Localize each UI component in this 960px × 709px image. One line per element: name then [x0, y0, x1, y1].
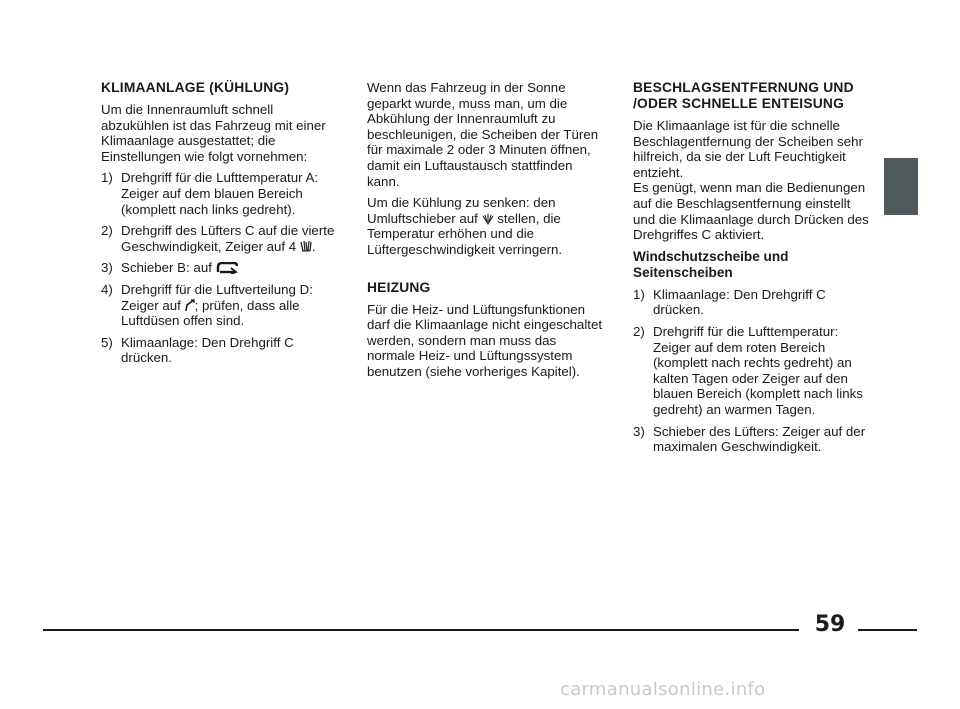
step-text: [121, 223, 341, 254]
list-item: [633, 287, 873, 318]
intro-text: Um die Innenraumluft schnell abzukühlen ist das Fahrzeug mit einer Klimaanlage ausgestattet; die Einstellungen wie folgt vornehmen:: [101, 102, 326, 164]
step-text-part: Drehgriff für die Luftverteilung D: Zeiger auf: [121, 281, 313, 313]
step-text: Klimaanlage: Den Drehgriff C drücken.: [121, 334, 294, 366]
list-item: [101, 223, 341, 254]
paragraph-defog-intro: Die Klimaanlage ist für die schnelle Beschlagentfernung der Scheiben sehr hilfreich, da sie der Luft Feuchtigkeit entzieht.: [633, 118, 863, 180]
step-number: 1): [101, 170, 113, 186]
step-text: [121, 282, 341, 329]
step-text: Drehgriff für die Lufttemperatur: Zeiger auf dem roten Bereich (komplett nach rechts gedreht) an kalten Tagen oder Zeiger auf den blauen Bereich (komplett nach links gedreht) an warmen Tagen.: [653, 323, 863, 417]
step-text: [121, 260, 341, 276]
step-number: 3): [101, 260, 113, 276]
heading-klimaanlage: KLIMAANLAGE (KÜHLUNG): [101, 80, 290, 95]
step-number: 2): [633, 323, 645, 339]
list-item: [633, 424, 873, 455]
paragraph-reduce-cooling: [367, 195, 607, 257]
paragraph-heating: Für die Heiz- und Lüftungsfunktionen darf die Klimaanlage nicht eingeschaltet werden, sondern man muss das normale Heiz- und Lüftungssystem benutzen (siehe vorheriges Kapitel).: [367, 301, 603, 379]
step-number: 1): [633, 286, 645, 302]
recirculation-small-icon: [482, 213, 494, 225]
footer-rule-left: [43, 629, 799, 631]
step-text-part: Drehgriff des Lüfters C auf die vierte Geschwindigkeit, Zeiger auf 4: [121, 223, 335, 254]
step-number: 4): [101, 281, 113, 297]
fan-speed-icon: [300, 240, 312, 253]
subheading-windshield: Windschutzscheibe und Seitenscheiben: [633, 248, 789, 280]
step-text: Schieber des Lüfters: Zeiger auf der maximalen Geschwindigkeit.: [653, 423, 866, 455]
recirculation-icon: [216, 262, 238, 274]
heading-beschlagsentfernung: BESCHLAGSENTFERNUNG UND /ODER SCHNELLE ENTEISUNG: [633, 80, 854, 111]
footer-rule-right: [858, 629, 917, 631]
list-item: [101, 260, 341, 276]
steps-list-defogging: [633, 287, 873, 455]
column-klimaanlage: [101, 80, 341, 372]
step-text-part: ; prüfen, dass alle Luftdüsen offen sind.: [121, 297, 300, 329]
step-text-part: Schieber B: auf: [121, 260, 216, 276]
heading-heizung: HEIZUNG: [367, 279, 431, 295]
paragraph-part: Um die Kühlung zu senken: den Umluftschieber auf: [367, 195, 556, 226]
section-tab-marker: [884, 158, 918, 215]
list-item: [633, 324, 873, 418]
page-number: 59: [814, 612, 846, 637]
paragraph-defog-setting: Es genügt, wenn man die Bedienungen auf die Beschlagsentfernung einstellt und die Klimaanlage durch Drücken des Drehgriffes C aktiviert.: [633, 180, 869, 243]
step-text: Klimaanlage: Den Drehgriff C drücken.: [653, 286, 826, 318]
step-number: 5): [101, 334, 113, 350]
spacer: [367, 264, 607, 280]
list-item: [101, 335, 341, 366]
step-text: Drehgriff für die Lufttemperatur A: Zeiger auf dem blauen Bereich (komplett nach links gedreht).: [121, 170, 319, 217]
air-distribution-icon: [185, 299, 195, 312]
paragraph-part: stellen, die Temperatur erhöhen und die Lüftergeschwindigkeit verringern.: [367, 210, 563, 257]
list-item: [101, 282, 341, 329]
steps-list-cooling: [101, 170, 341, 366]
watermark-text: carmanualsonline.info: [560, 679, 766, 700]
column-middle: [367, 80, 607, 386]
step-number: 3): [633, 423, 645, 439]
list-item: [101, 170, 341, 217]
step-text-part: .: [311, 238, 316, 254]
column-defogging: [633, 80, 873, 461]
paragraph-sun-parked: Wenn das Fahrzeug in der Sonne geparkt wurde, muss man, um die Abkühlung der Innenraumluft zu beschleunigen, die Scheiben der Türen für maximale 2 oder 3 Minuten öffnen, damit ein Luftaustausch stattfinden kann.: [367, 80, 599, 189]
step-number: 2): [101, 223, 113, 239]
